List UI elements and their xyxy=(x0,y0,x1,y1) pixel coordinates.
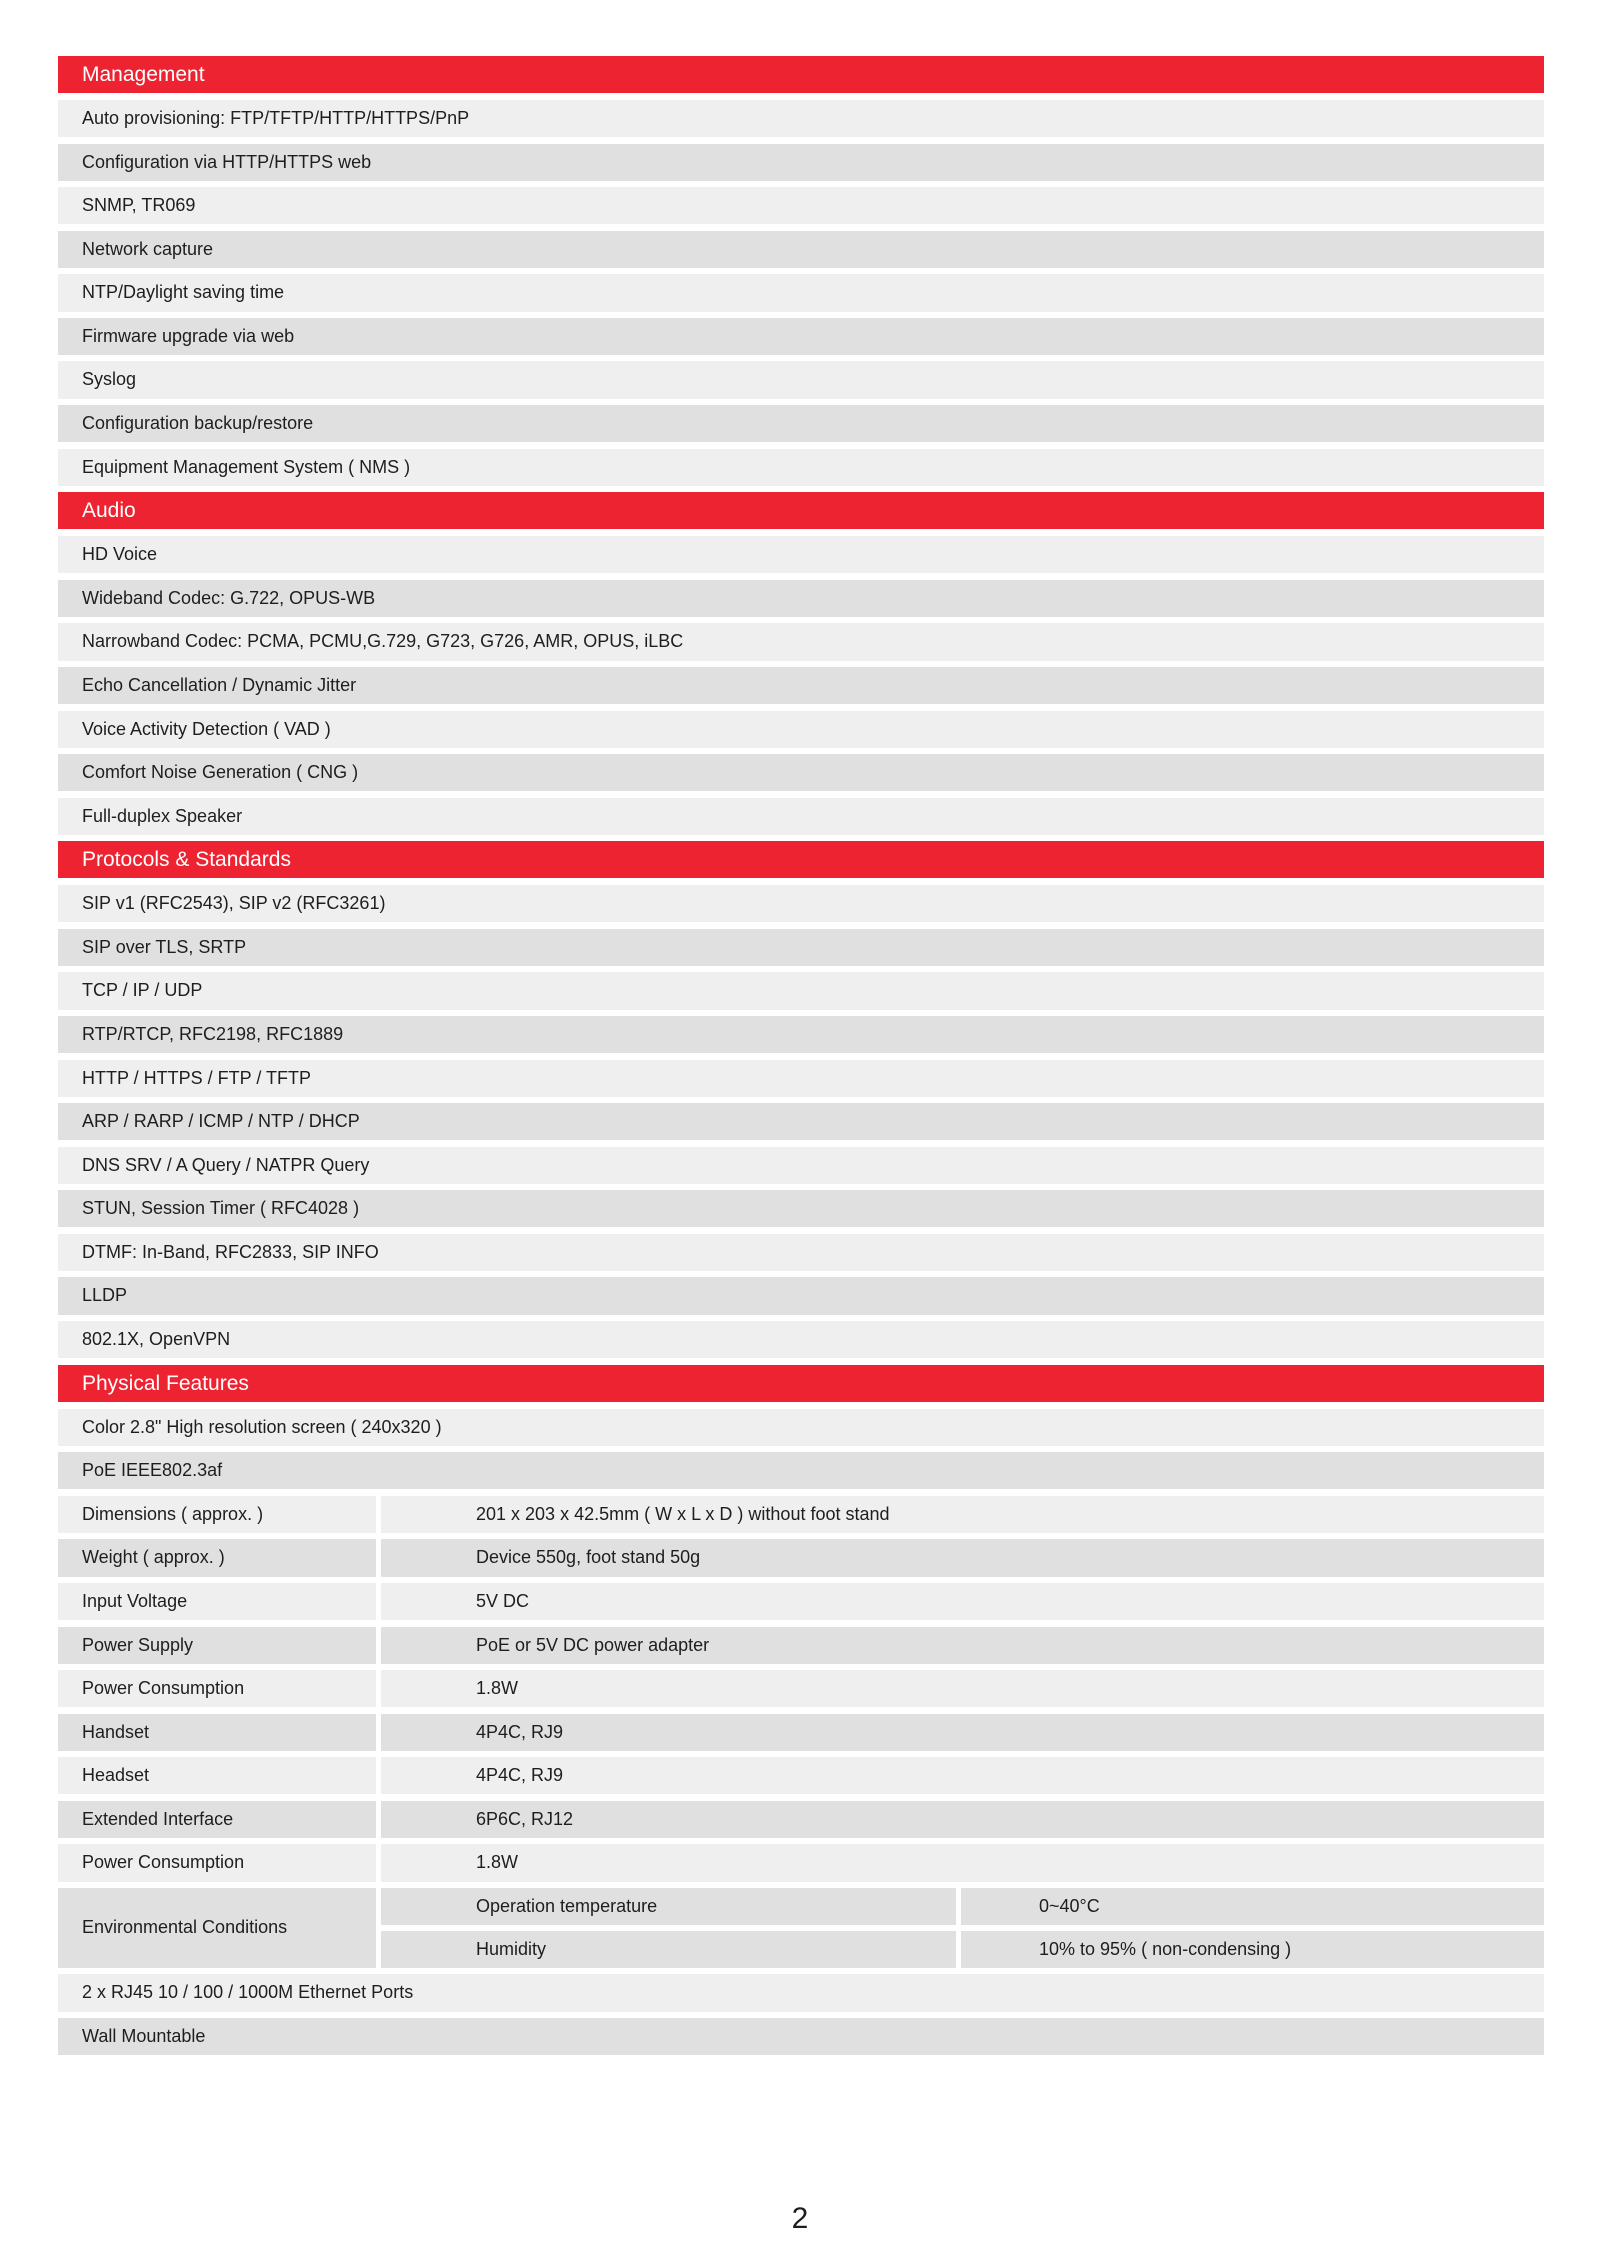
spec-row: NTP/Daylight saving time xyxy=(58,274,1544,311)
spec-pair-row xyxy=(58,1844,1544,1881)
environment-subrow xyxy=(381,1931,1544,1968)
environment-name: Operation temperature xyxy=(381,1888,956,1925)
spec-row: HTTP / HTTPS / FTP / TFTP xyxy=(58,1060,1544,1097)
spec-row: Color 2.8" High resolution screen ( 240x320 ) xyxy=(58,1409,1544,1446)
section-title: Management xyxy=(58,56,1544,93)
section-title: Audio xyxy=(58,492,1544,529)
spec-value: Device 550g, foot stand 50g xyxy=(381,1539,1544,1576)
environment-name: Humidity xyxy=(381,1931,956,1968)
spec-row: Firmware upgrade via web xyxy=(58,318,1544,355)
spec-row: Voice Activity Detection ( VAD ) xyxy=(58,711,1544,748)
section-protocols xyxy=(58,841,1544,1358)
spec-row: 802.1X, OpenVPN xyxy=(58,1321,1544,1358)
spec-label: Power Consumption xyxy=(58,1844,376,1881)
spec-row: PoE IEEE802.3af xyxy=(58,1452,1544,1489)
spec-value: PoE or 5V DC power adapter xyxy=(381,1627,1544,1664)
spec-pair-row xyxy=(58,1539,1544,1576)
environmental-conditions-row xyxy=(58,1888,1544,1968)
spec-row: SIP v1 (RFC2543), SIP v2 (RFC3261) xyxy=(58,885,1544,922)
section-management xyxy=(58,56,1544,486)
spec-row: Comfort Noise Generation ( CNG ) xyxy=(58,754,1544,791)
spec-pair-row xyxy=(58,1801,1544,1838)
spec-row: DNS SRV / A Query / NATPR Query xyxy=(58,1147,1544,1184)
spec-row: TCP / IP / UDP xyxy=(58,972,1544,1009)
spec-row: Equipment Management System ( NMS ) xyxy=(58,449,1544,486)
environment-value: 10% to 95% ( non-condensing ) xyxy=(961,1931,1544,1968)
spec-label: Dimensions ( approx. ) xyxy=(58,1496,376,1533)
spec-row: Echo Cancellation / Dynamic Jitter xyxy=(58,667,1544,704)
spec-row: SNMP, TR069 xyxy=(58,187,1544,224)
spec-pair-row xyxy=(58,1583,1544,1620)
spec-value: 6P6C, RJ12 xyxy=(381,1801,1544,1838)
section-audio xyxy=(58,492,1544,835)
page-number: 2 xyxy=(791,2202,809,2235)
spec-pair-row xyxy=(58,1496,1544,1533)
section-title: Protocols & Standards xyxy=(58,841,1544,878)
spec-row: Full-duplex Speaker xyxy=(58,798,1544,835)
spec-value: 201 x 203 x 42.5mm ( W x L x D ) without foot stand xyxy=(381,1496,1544,1533)
environment-value: 0~40°C xyxy=(961,1888,1544,1925)
spec-row: Syslog xyxy=(58,361,1544,398)
spec-row: ARP / RARP / ICMP / NTP / DHCP xyxy=(58,1103,1544,1140)
spec-row: LLDP xyxy=(58,1277,1544,1314)
spec-row: SIP over TLS, SRTP xyxy=(58,929,1544,966)
spec-row: Wideband Codec: G.722, OPUS-WB xyxy=(58,580,1544,617)
section-physical xyxy=(58,1365,1544,2056)
section-title: Physical Features xyxy=(58,1365,1544,1402)
spec-label: Handset xyxy=(58,1714,376,1751)
spec-row: Wall Mountable xyxy=(58,2018,1544,2055)
spec-pair-row xyxy=(58,1714,1544,1751)
spec-sheet xyxy=(58,56,1544,2062)
spec-row: Auto provisioning: FTP/TFTP/HTTP/HTTPS/PnP xyxy=(58,100,1544,137)
spec-row: STUN, Session Timer ( RFC4028 ) xyxy=(58,1190,1544,1227)
spec-value: 5V DC xyxy=(381,1583,1544,1620)
spec-label: Power Consumption xyxy=(58,1670,376,1707)
spec-row: 2 x RJ45 10 / 100 / 1000M Ethernet Ports xyxy=(58,1974,1544,2011)
spec-value: 1.8W xyxy=(381,1844,1544,1881)
spec-label: Power Supply xyxy=(58,1627,376,1664)
spec-label: Weight ( approx. ) xyxy=(58,1539,376,1576)
spec-value: 1.8W xyxy=(381,1670,1544,1707)
spec-row: Configuration via HTTP/HTTPS web xyxy=(58,144,1544,181)
spec-row: Network capture xyxy=(58,231,1544,268)
spec-pair-row xyxy=(58,1757,1544,1794)
spec-row: Configuration backup/restore xyxy=(58,405,1544,442)
spec-row: DTMF: In-Band, RFC2833, SIP INFO xyxy=(58,1234,1544,1271)
spec-row: Narrowband Codec: PCMA, PCMU,G.729, G723, G726, AMR, OPUS, iLBC xyxy=(58,623,1544,660)
spec-pair-row xyxy=(58,1627,1544,1664)
environment-subrow xyxy=(381,1888,1544,1925)
spec-label: Extended Interface xyxy=(58,1801,376,1838)
spec-label: Environmental Conditions xyxy=(58,1888,376,1968)
spec-value: 4P4C, RJ9 xyxy=(381,1757,1544,1794)
spec-row: RTP/RTCP, RFC2198, RFC1889 xyxy=(58,1016,1544,1053)
spec-label: Headset xyxy=(58,1757,376,1794)
spec-row: HD Voice xyxy=(58,536,1544,573)
spec-pair-row xyxy=(58,1670,1544,1707)
spec-value: 4P4C, RJ9 xyxy=(381,1714,1544,1751)
spec-label: Input Voltage xyxy=(58,1583,376,1620)
